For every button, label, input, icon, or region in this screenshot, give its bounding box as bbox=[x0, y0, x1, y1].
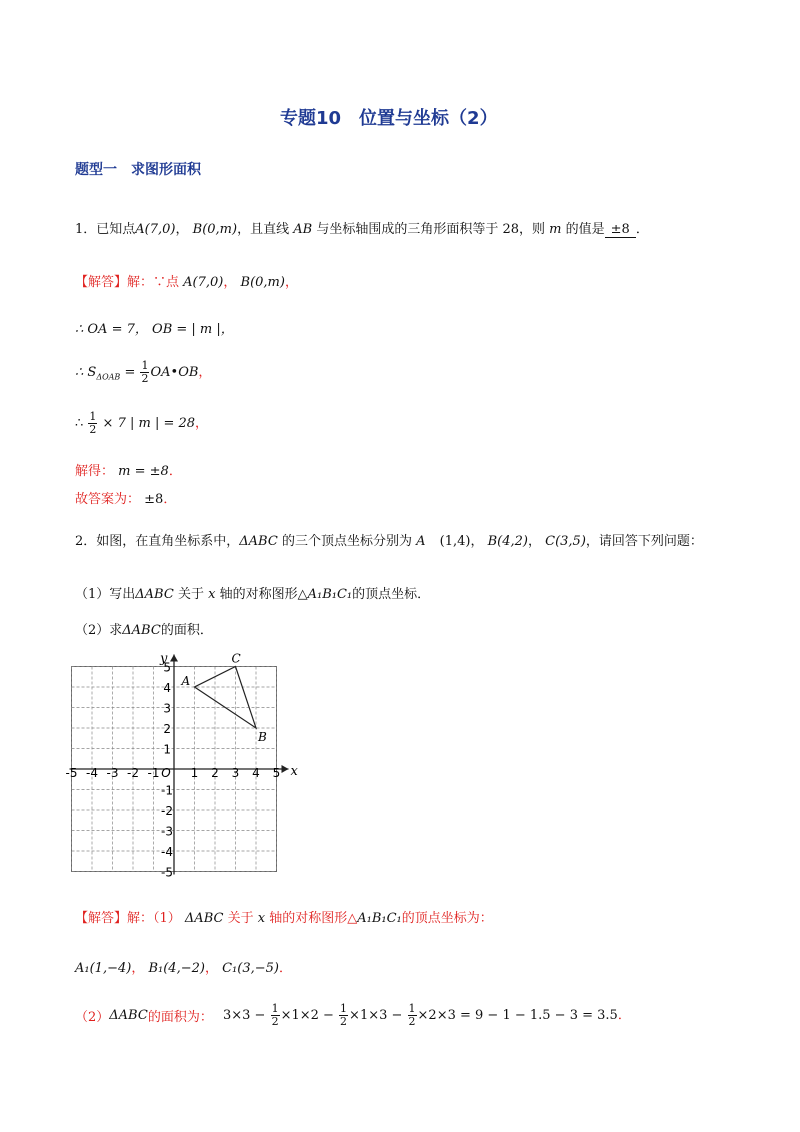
sol2-triangle2: ΔABC bbox=[109, 1008, 148, 1023]
x-tick-label: 4 bbox=[252, 766, 260, 780]
x-tick-label: -1 bbox=[147, 766, 160, 780]
q2-sub1c: 轴的对称图形△ bbox=[219, 587, 308, 602]
q2-sub2b: 的面积． bbox=[160, 623, 213, 638]
q1-end: ． bbox=[635, 222, 649, 237]
x-tick-label: 3 bbox=[231, 766, 240, 780]
q1-text-d: 的值是 bbox=[565, 222, 605, 237]
sol1-line-1 bbox=[75, 318, 234, 337]
solution-label: 【解答】解：（1） bbox=[75, 911, 181, 926]
sol1-line-3 bbox=[75, 411, 208, 436]
x-tick-label: -5 bbox=[65, 766, 78, 780]
sol2-a1: A₁(1,−4) bbox=[75, 961, 132, 976]
x-tick-label: 1 bbox=[190, 766, 199, 780]
fraction-half bbox=[339, 1003, 348, 1028]
frac-den: 2 bbox=[141, 372, 149, 385]
y-tick-label: -1 bbox=[161, 783, 173, 798]
sol1-area-s: ∴ S bbox=[75, 365, 97, 380]
x-tick-label: O bbox=[161, 766, 171, 780]
fraction-half bbox=[271, 1003, 280, 1028]
y-tick-label: 1 bbox=[163, 742, 171, 757]
q2-triangle: ΔABC bbox=[135, 587, 174, 602]
q2-c: C(3,5) bbox=[545, 534, 586, 549]
q1-point-a: A(7,0) bbox=[135, 222, 176, 237]
q2-text2: 的三个顶点坐标分别为 bbox=[281, 534, 412, 549]
q2-b: B(4,2) bbox=[487, 534, 528, 549]
q1-point-b: B(0,m) bbox=[192, 222, 238, 237]
formula-a: 3×3 − bbox=[222, 1008, 270, 1023]
x-tick-label: 5 bbox=[272, 766, 281, 780]
q1-line-ab: AB bbox=[293, 222, 313, 237]
q2-a: A bbox=[416, 534, 426, 549]
page-title: 专题10 位置与坐标（2） bbox=[280, 108, 498, 129]
formula-b: ×1×2 − bbox=[280, 1008, 339, 1023]
sol2-text2: 轴的对称图形△ bbox=[269, 911, 358, 926]
sol2-text3: 的顶点坐标为： bbox=[401, 911, 493, 926]
sol2-x: x bbox=[257, 911, 266, 926]
sol1-period2: ． bbox=[163, 492, 177, 507]
question-2: 2．如图，在直角坐标系中，ΔABC 的三个顶点坐标分别为 A (1,4)， B(4,2)， C(3,5)，请回答下列问题： bbox=[75, 534, 703, 549]
x-tick-label: -2 bbox=[127, 766, 139, 780]
q2-a1b1c1: A₁B₁C₁ bbox=[307, 587, 353, 602]
sol1-comma: ， bbox=[223, 275, 237, 290]
q1-answer: ±8 bbox=[605, 222, 636, 238]
sol1-comma3: ， bbox=[198, 365, 212, 380]
therefore: ∴ bbox=[75, 416, 88, 431]
section-heading: 题型一 求图形面积 bbox=[75, 162, 201, 178]
q2-sub1b: 关于 bbox=[177, 587, 204, 602]
q2-text3: ，请回答下列问题： bbox=[585, 534, 703, 549]
vertex-label-b: B bbox=[258, 730, 267, 744]
formula-d: ×2×3 = 9 − 1 − 1.5 − 3 = 3.5 bbox=[417, 1008, 618, 1023]
solution-1-intro bbox=[75, 271, 298, 290]
sol2-part2a: （2） bbox=[75, 1010, 110, 1025]
q2-a-coord: (1,4) bbox=[439, 534, 471, 549]
x-tick-label: -4 bbox=[86, 766, 98, 780]
sol1-comma2: ， bbox=[284, 275, 298, 290]
y-axis-label: y bbox=[160, 651, 168, 667]
sol2-area bbox=[75, 1003, 631, 1028]
sol2-a1b1c1: A₁B₁C₁ bbox=[357, 911, 402, 926]
q2-sub1d: 的顶点坐标． bbox=[352, 587, 431, 602]
frac-num: 1 bbox=[408, 1002, 416, 1015]
formula-c: ×1×3 − bbox=[349, 1008, 407, 1023]
sol1-equation: × 7 | m | = 28 bbox=[98, 416, 196, 431]
frac-num: 1 bbox=[340, 1002, 348, 1015]
solution-label: 【解答】解：∵点 bbox=[75, 275, 180, 290]
frac-num: 1 bbox=[271, 1002, 279, 1015]
y-tick-label: 3 bbox=[163, 701, 171, 716]
sol2-part2b: 的面积为： bbox=[147, 1010, 213, 1025]
sol2-text1: 关于 bbox=[227, 911, 254, 926]
coordinate-grid-figure bbox=[65, 642, 298, 880]
frac-den: 2 bbox=[340, 1015, 348, 1028]
q2-triangle: ΔABC bbox=[122, 623, 161, 638]
q2-sub2a: （2）求 bbox=[75, 623, 123, 638]
sol1-period: ． bbox=[168, 464, 182, 479]
frac-den: 2 bbox=[408, 1015, 416, 1028]
sol1-line-4 bbox=[75, 460, 182, 479]
solution-2-intro bbox=[75, 907, 493, 926]
fraction-half bbox=[408, 1003, 417, 1028]
vertex-label-a: A bbox=[181, 674, 191, 688]
y-tick-label: -5 bbox=[161, 865, 173, 880]
frac-den: 2 bbox=[271, 1015, 279, 1028]
sol1-area-sub: ΔOAB bbox=[96, 372, 121, 382]
sol1-oa: ∴ OA = 7， bbox=[75, 322, 148, 337]
sol1-answer: ±8 bbox=[144, 492, 164, 507]
sol2-c1: C₁(3,−5) bbox=[222, 961, 279, 976]
sol1-eq: = bbox=[120, 365, 140, 380]
frac-num: 1 bbox=[141, 359, 149, 372]
x-tick-label: -3 bbox=[106, 766, 119, 780]
sol1-result: m = ±8 bbox=[118, 464, 169, 479]
y-tick-label: 5 bbox=[163, 660, 171, 675]
q2-part-2 bbox=[75, 619, 213, 638]
question-1 bbox=[75, 218, 649, 238]
y-tick-label: 4 bbox=[163, 681, 171, 695]
x-tick-label: 2 bbox=[211, 766, 219, 780]
q2-sub1a: （1）写出 bbox=[75, 587, 136, 602]
sol1-line-2 bbox=[75, 360, 211, 385]
solve-label: 解得： bbox=[75, 464, 115, 479]
triangle-abc bbox=[195, 667, 257, 729]
y-tick-label: -2 bbox=[161, 804, 173, 818]
q2-triangle: ΔABC bbox=[239, 534, 278, 549]
sol2-triangle: ΔABC bbox=[184, 911, 224, 926]
y-axis-arrow bbox=[170, 655, 178, 662]
frac-num: 1 bbox=[89, 410, 97, 423]
q1-var-m: m bbox=[549, 222, 562, 237]
fraction-half bbox=[140, 360, 149, 385]
sol1-ob: OB = | m |， bbox=[152, 322, 234, 337]
q1-text-b: ，且直线 bbox=[237, 222, 290, 237]
q2-text: 2．如图，在直角坐标系中， bbox=[75, 534, 240, 549]
sol1-comma4: ， bbox=[195, 416, 209, 431]
sol2-b1: B₁(4,−2) bbox=[148, 961, 205, 976]
y-tick-label: -4 bbox=[161, 845, 173, 859]
q1-text-c: 与坐标轴围成的三角形面积等于 28，则 bbox=[316, 222, 546, 237]
q1-sep: ， bbox=[175, 222, 189, 237]
q2-x: x bbox=[208, 587, 216, 602]
sol2-coordinates: A₁(1,−4)， B₁(4,−2)， C₁(3,−5)． bbox=[75, 961, 292, 976]
q1-text: 1．已知点 bbox=[75, 222, 136, 237]
x-axis-label: x bbox=[290, 764, 298, 779]
y-tick-label: 2 bbox=[163, 722, 171, 736]
q2-part-1 bbox=[75, 583, 430, 602]
sol1-oa-ob: OA•OB bbox=[150, 365, 199, 380]
fraction-half bbox=[88, 411, 97, 436]
vertex-label-c: C bbox=[231, 651, 241, 666]
sol1-point-a: A(7,0) bbox=[183, 275, 224, 290]
x-axis-arrow bbox=[282, 765, 289, 773]
answer-label: 故答案为： bbox=[75, 492, 141, 507]
sol2-formula: 3×3 − $\frac{1}{2}$ ×1×2 − $\frac{1}{2}$ ×1×3 − $\frac{1}{2}$ ×2×3 = 9 − 1 − 1.5 − 3 = 3.5． bbox=[222, 1002, 631, 1028]
sol1-point-b: B(0,m) bbox=[240, 275, 285, 290]
y-tick-label: -3 bbox=[161, 824, 173, 839]
frac-den: 2 bbox=[89, 423, 97, 436]
sol1-line-5 bbox=[75, 488, 176, 507]
